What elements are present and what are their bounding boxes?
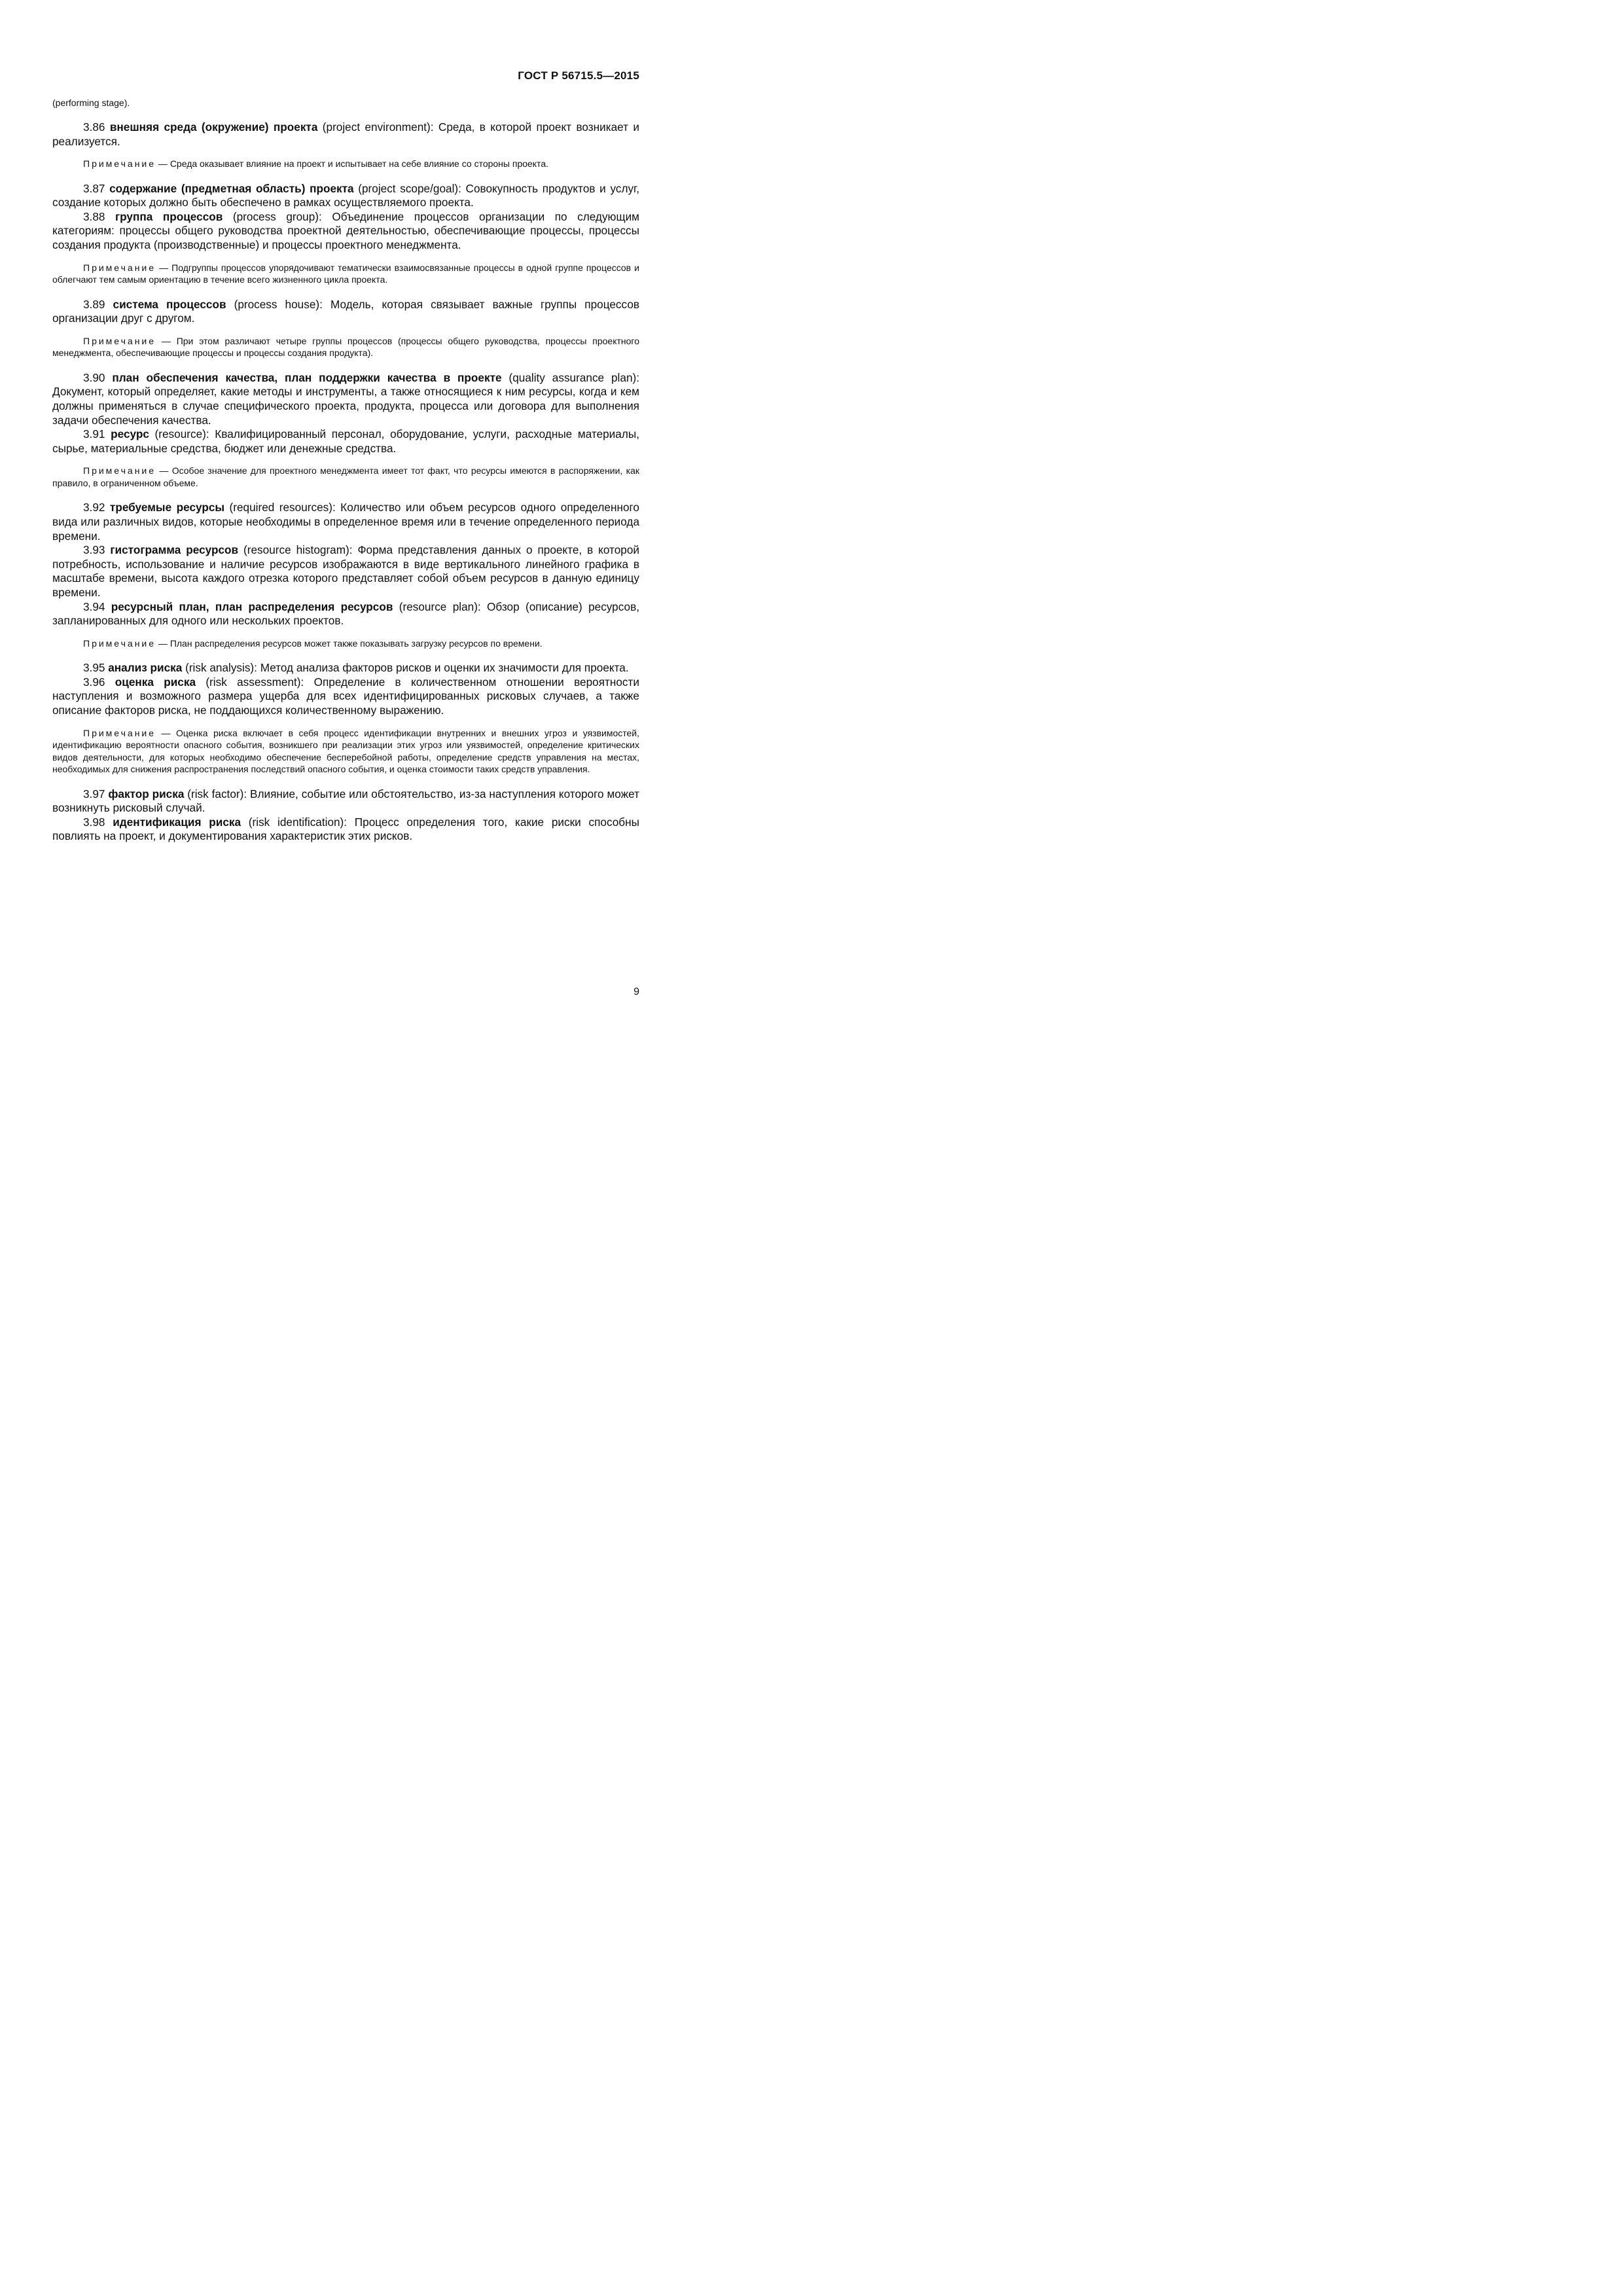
term-definition: (risk analysis): Метод анализа факторов рисков и оценки их значимости для проекта. bbox=[182, 661, 629, 675]
document-header: ГОСТ Р 56715.5—2015 bbox=[518, 69, 639, 82]
term-number: 3.91 bbox=[83, 427, 105, 441]
term-number: 3.90 bbox=[83, 370, 105, 384]
term-entry bbox=[52, 787, 639, 816]
term-number: 3.97 bbox=[83, 787, 105, 800]
term-title: ресурсный план, план распределения ресурсов bbox=[111, 600, 393, 613]
term-definition: (resource): Квалифицированный персонал, оборудование, услуги, расходные материалы, сырье, материальные средства, бюджет или денежные средства. bbox=[52, 427, 639, 455]
term-title: требуемые ресурсы bbox=[109, 501, 225, 514]
term-definition: (project scope/goal): Совокупность продуктов и услуг, создание которых должно быть обеспечено в рамках осуществляемого проекта. bbox=[52, 181, 640, 209]
term-entry bbox=[52, 210, 639, 253]
note-text: — Подгруппы процессов упорядочивают тематически взаимосвязанные процессы в одной группе процессов и облегчают тем самым ориентацию в течение всего жизненного цикла проекта. bbox=[52, 262, 639, 285]
note bbox=[52, 727, 639, 776]
note-label: Примечание bbox=[83, 158, 156, 170]
term-title: фактор риска bbox=[108, 787, 185, 800]
term-entry bbox=[52, 120, 639, 149]
term-definition: (project environment): Среда, в которой проект возникает и реализуется. bbox=[52, 120, 640, 148]
term-entry bbox=[52, 661, 639, 675]
term-title: анализ риска bbox=[108, 661, 183, 675]
term-definition: (process group): Объединение процессов организации по следующим категориям: процессы общего руководства проектной деятельностью, обеспечивающие процессы, процессы создания продукта (производственные) и процессы проектного менеджмента. bbox=[52, 209, 640, 252]
term-number: 3.94 bbox=[83, 600, 105, 613]
term-definition: (risk identification): Процесс определения того, какие риски способны повлиять на проект, и документирования характеристик этих рисков. bbox=[52, 815, 639, 843]
term-definition: (resource histogram): Форма представления данных о проекте, в которой потребность, использование и наличие ресурсов изображаются в виде вертикального линейного графика в масштабе времени, высота каждого отрезка которого представляет собой объем ресурсов в данную единицу времени. bbox=[52, 543, 639, 599]
note bbox=[52, 637, 639, 650]
term-definition: (risk assessment): Определение в количественном отношении вероятности наступления и возможного размера ущерба для всех идентифицированных рисковых случаев, а также описание факторов риска, не поддающихся количественному выражению. bbox=[52, 675, 639, 717]
term-number: 3.96 bbox=[83, 675, 105, 689]
note-label: Примечание bbox=[83, 465, 156, 476]
term-number: 3.92 bbox=[83, 501, 105, 514]
note bbox=[52, 158, 639, 170]
note-label: Примечание bbox=[83, 262, 156, 273]
term-title: план обеспечения качества, план поддержки качества в проекте bbox=[112, 370, 502, 384]
term-number: 3.98 bbox=[83, 815, 105, 829]
term-entry bbox=[52, 600, 639, 628]
term-title: содержание (предметная область) проекта bbox=[109, 181, 354, 195]
document-body bbox=[52, 97, 639, 844]
term-number: 3.95 bbox=[83, 661, 105, 675]
page-number: 9 bbox=[633, 986, 639, 997]
term-number: 3.88 bbox=[83, 209, 105, 223]
note-text: — Особое значение для проектного менеджмента имеет тот факт, что ресурсы имеются в распоряжении, как правило, в ограниченном объеме. bbox=[52, 465, 639, 488]
term-definition: (risk factor): Влияние, событие или обстоятельство, из-за наступления которого может возникнуть рисковый случай. bbox=[52, 787, 640, 815]
term-title: внешняя среда (окружение) проекта bbox=[109, 120, 318, 134]
term-title: ресурс bbox=[111, 427, 149, 441]
term-entry bbox=[52, 371, 639, 427]
term-entry bbox=[52, 675, 639, 718]
term-number: 3.87 bbox=[83, 181, 105, 195]
term-entry bbox=[52, 501, 639, 543]
note-label: Примечание bbox=[83, 637, 156, 649]
term-number: 3.86 bbox=[83, 120, 105, 134]
term-entry bbox=[52, 543, 639, 600]
term-definition: (required resources): Количество или объем ресурсов одного определенного вида или различных видов, которые необходимы в определенное время или в течение определенного периода времени. bbox=[52, 501, 639, 543]
note bbox=[52, 335, 639, 359]
term-title: система процессов bbox=[113, 297, 226, 311]
term-definition: (process house): Модель, которая связывает важные группы процессов организации друг с другом. bbox=[52, 297, 640, 325]
term-entry bbox=[52, 298, 639, 326]
term-entry bbox=[52, 816, 639, 844]
term-title: идентификация риска bbox=[113, 815, 241, 829]
term-title: оценка риска bbox=[115, 675, 196, 689]
term-entry bbox=[52, 182, 639, 210]
term-definition: (quality assurance plan): Документ, который определяет, какие методы и инструменты, а также относящиеся к ним ресурсы, когда и кем должны применяться в случае специфического проекта, продукта, процесса или договора для выполнения задачи обеспечения качества. bbox=[52, 370, 639, 427]
term-entry bbox=[52, 427, 639, 456]
note bbox=[52, 262, 639, 286]
note-text: — Среда оказывает влияние на проект и испытывает на себе влияние со стороны проекта. bbox=[156, 158, 549, 170]
note bbox=[52, 465, 639, 489]
term-number: 3.89 bbox=[83, 297, 105, 311]
note-label: Примечание bbox=[83, 335, 156, 346]
term-number: 3.93 bbox=[83, 543, 105, 557]
term-title: группа процессов bbox=[115, 209, 223, 223]
note-text: — Оценка риска включает в себя процесс идентификации внутренних и внешних угроз и уязвимостей, идентификацию вероятности опасного события, возникшего при реализации этих угроз или уязвимостей, определение критических видов деятельности, для которых необходимо обеспечение бесперебойной работы, определение средств управления на местах, необходимых для снижения распространения последствий опасного события, и оценка стоимости таких средств управления. bbox=[52, 727, 639, 775]
term-title: гистограмма ресурсов bbox=[110, 543, 239, 557]
document-page bbox=[0, 0, 722, 1026]
note-label: Примечание bbox=[83, 727, 156, 738]
term-definition: (resource plan): Обзор (описание) ресурсов, запланированных для одного или нескольких проектов. bbox=[52, 600, 639, 628]
continuation-line: (performing stage). bbox=[52, 98, 130, 108]
note-text: — При этом различают четыре группы процессов (процессы общего руководства, процессы проектного менеджмента, обеспечивающие процессы и процессы создания продукта). bbox=[52, 335, 639, 359]
note-text: — План распределения ресурсов может также показывать загрузку ресурсов по времени. bbox=[156, 637, 543, 649]
